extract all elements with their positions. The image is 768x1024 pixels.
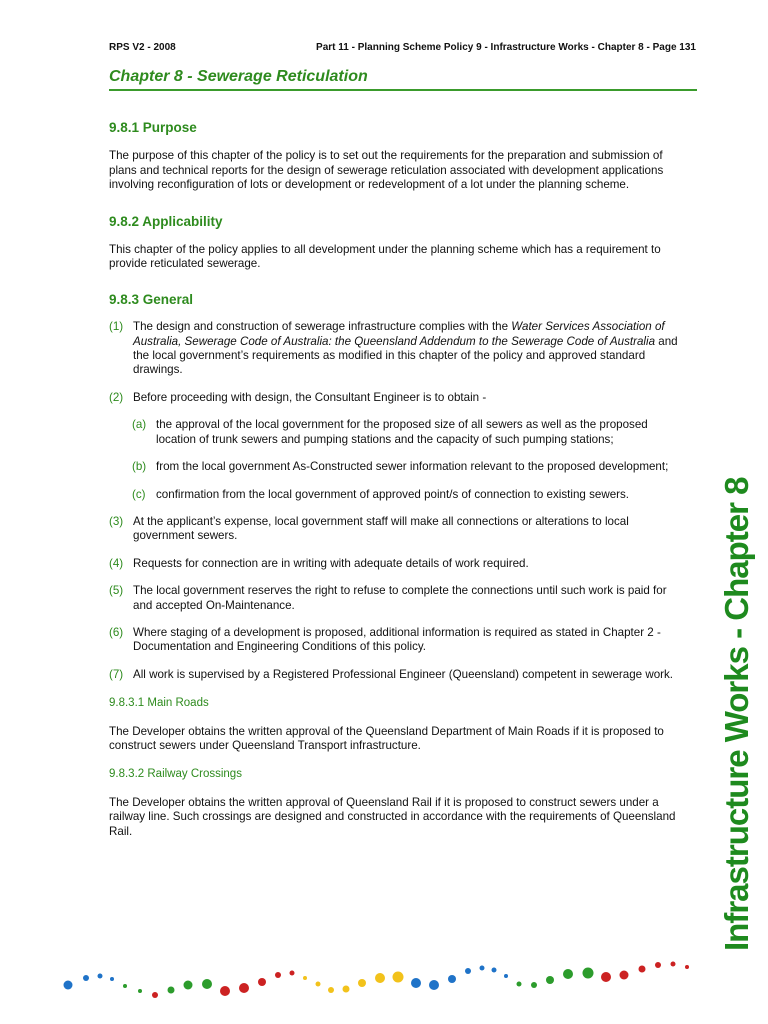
decorative-dot bbox=[492, 968, 497, 973]
decorative-dot bbox=[316, 982, 321, 987]
decorative-dot bbox=[546, 976, 554, 984]
heading-applicability: 9.8.2 Applicability bbox=[109, 213, 223, 229]
decorative-dot bbox=[429, 980, 439, 990]
decorative-dot bbox=[411, 978, 421, 988]
item-number: (4) bbox=[109, 556, 124, 570]
item-number: (6) bbox=[109, 625, 124, 639]
decorative-dot bbox=[303, 976, 307, 980]
sub-item-a bbox=[132, 418, 689, 447]
heading-railway-crossings: 9.8.3.2 Railway Crossings bbox=[109, 768, 242, 781]
general-item-5 bbox=[109, 584, 689, 613]
decorative-dot bbox=[328, 987, 334, 993]
decorative-dot bbox=[517, 982, 522, 987]
heading-general: 9.8.3 General bbox=[109, 291, 194, 307]
decorative-dot bbox=[393, 972, 404, 983]
decorative-dot bbox=[655, 962, 661, 968]
item-text: Where staging of a development is proposed, additional information is required as stated in Chapter 2 - Documentation and Engineering Conditions of this policy. bbox=[133, 625, 661, 654]
main-roads-body: The Developer obtains the written approval of the Queensland Department of Main Roads if it is proposed to construct sewers under Queensland Transport infrastructure. bbox=[109, 724, 664, 752]
sub-item-letter: (a) bbox=[132, 418, 147, 432]
side-banner: Infrastructure Works - Chapter 8 bbox=[718, 477, 755, 951]
item-number: (1) bbox=[109, 320, 124, 334]
decorative-dot bbox=[465, 968, 471, 974]
item-number: (3) bbox=[109, 514, 124, 528]
header-right: Part 11 - Planning Scheme Policy 9 - Infrastructure Works - Chapter 8 - Page 131 bbox=[316, 42, 696, 53]
decorative-dot bbox=[168, 987, 175, 994]
decorative-dots bbox=[0, 955, 768, 1015]
item-text: The local government reserves the right to refuse to complete the connections until such work is paid for and accepted On-Maintenance. bbox=[133, 584, 667, 612]
decorative-dot bbox=[531, 982, 537, 988]
purpose-body: The purpose of this chapter of the policy is to set out the requirements for the preparation and submission of plans and technical reports for the design of sewerage reticulation associated with development applications involving reconfiguration of lots or development or redevelopment of a lot under the planning scheme. bbox=[109, 149, 664, 192]
sub-item-b bbox=[132, 460, 689, 474]
decorative-dot bbox=[220, 986, 230, 996]
decorative-dot bbox=[480, 966, 485, 971]
decorative-dot bbox=[239, 983, 249, 993]
decorative-dot bbox=[343, 986, 350, 993]
decorative-dot bbox=[290, 971, 295, 976]
decorative-dot bbox=[258, 978, 266, 986]
item-number: (7) bbox=[109, 667, 124, 681]
decorative-dot bbox=[639, 966, 646, 973]
decorative-dot bbox=[358, 979, 366, 987]
sub-item-letter: (b) bbox=[132, 460, 147, 474]
decorative-dot bbox=[123, 984, 127, 988]
item-text: All work is supervised by a Registered Professional Engineer (Queensland) competent in sewerage work. bbox=[133, 667, 674, 681]
item-number: (5) bbox=[109, 584, 124, 598]
general-item-2 bbox=[109, 391, 689, 405]
decorative-dot bbox=[448, 975, 456, 983]
decorative-dot bbox=[64, 981, 73, 990]
title-rule bbox=[109, 89, 697, 91]
general-item-3 bbox=[109, 515, 689, 544]
item-text: Requests for connection are in writing with adequate details of work required. bbox=[133, 556, 529, 570]
decorative-dot bbox=[583, 968, 594, 979]
decorative-dot bbox=[685, 965, 689, 969]
item-text-pre: The design and construction of sewerage infrastructure complies with the bbox=[133, 320, 512, 334]
heading-purpose: 9.8.1 Purpose bbox=[109, 120, 197, 135]
decorative-dot bbox=[184, 981, 193, 990]
decorative-dot bbox=[563, 969, 573, 979]
general-item-4 bbox=[109, 557, 689, 571]
general-item-6 bbox=[109, 626, 689, 655]
decorative-dot bbox=[275, 972, 281, 978]
decorative-dot bbox=[601, 972, 611, 982]
decorative-dot bbox=[152, 992, 158, 998]
item-text: Before proceeding with design, the Consultant Engineer is to obtain - bbox=[133, 390, 487, 404]
decorative-dot bbox=[110, 977, 114, 981]
general-item-7 bbox=[109, 668, 689, 682]
sub-item-c bbox=[132, 488, 689, 502]
heading-main-roads: 9.8.3.1 Main Roads bbox=[109, 697, 209, 710]
decorative-dot bbox=[671, 962, 676, 967]
decorative-dot bbox=[504, 974, 508, 978]
decorative-dot bbox=[83, 975, 89, 981]
chapter-title: Chapter 8 - Sewerage Reticulation bbox=[109, 68, 368, 85]
decorative-dot bbox=[202, 979, 212, 989]
item-text: At the applicant’s expense, local government staff will make all connections or alterations to local government sewers. bbox=[133, 514, 629, 543]
railway-body: The Developer obtains the written approval of Queensland Rail if it is proposed to construct sewers under a railway line. Such crossings are designed and constructed in accordance with the requirements of Queensland Rail. bbox=[109, 795, 676, 838]
page-content bbox=[109, 118, 689, 839]
general-item-1 bbox=[109, 320, 689, 378]
item-number: (2) bbox=[109, 390, 124, 404]
sub-item-text: confirmation from the local government of approved point/s of connection to existing sewers. bbox=[156, 487, 630, 501]
decorative-dot bbox=[375, 973, 385, 983]
decorative-dot bbox=[620, 971, 629, 980]
sub-item-letter: (c) bbox=[132, 487, 146, 501]
decorative-dot bbox=[138, 989, 142, 993]
item-text-post: and the local government’s requirements as modified in this chapter of the policy and approved standard drawings. bbox=[133, 334, 678, 377]
sub-item-text: the approval of the local government for the proposed size of all sewers as well as the proposed location of trunk sewers and pumping stations and the capacity of such pumping stations; bbox=[156, 418, 648, 446]
decorative-dot bbox=[98, 974, 103, 979]
sub-item-text: from the local government As-Constructed sewer information relevant to the proposed development; bbox=[156, 460, 669, 474]
item-text-italic: Water Services Association of Australia, Sewerage Code of Australia: the Queensland Addendum to the Sewerage Code of Australia bbox=[133, 320, 665, 348]
applicability-body: This chapter of the policy applies to all development under the planning scheme which has a requirement to provide reticulated sewerage. bbox=[109, 243, 661, 271]
header-left: RPS V2 - 2008 bbox=[109, 42, 176, 53]
